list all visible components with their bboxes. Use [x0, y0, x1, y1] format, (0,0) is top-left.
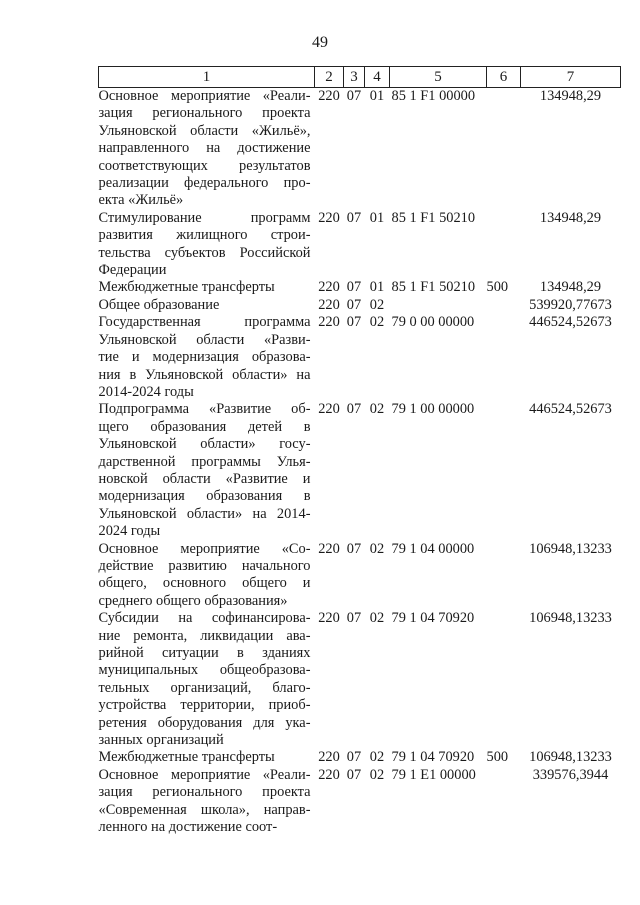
header-col-5: 5 — [390, 67, 487, 88]
row-name-line: Стимулирование программ — [98, 209, 311, 226]
table-row — [99, 610, 621, 749]
row-name-line: новской области «Развитие и — [98, 470, 311, 487]
table-header — [99, 67, 621, 88]
row-expense-type — [487, 210, 521, 280]
row-name-line: тельства субъектов Российской — [98, 244, 311, 261]
row-amount: 134948,29 — [539, 279, 602, 296]
row-target-article: 79 0 00 00000 — [391, 314, 475, 331]
row-subsection-code: 02 — [369, 540, 385, 557]
row-amount: 446524,52673 — [529, 401, 612, 418]
row-section-code: 07 — [346, 540, 362, 557]
row-section-code: 07 — [346, 314, 362, 331]
row-name-line: Федерации — [98, 262, 167, 279]
row-amount: 106948,13233 — [529, 610, 612, 627]
row-section-code: 07 — [346, 209, 362, 226]
row-expense-type — [487, 541, 521, 611]
row-name-line: Общее образование — [98, 296, 220, 313]
row-name-cell — [99, 297, 315, 314]
row-name-line: зация регионального проекта — [98, 105, 311, 122]
row-name-line: Ульяновской области «Разви- — [98, 331, 311, 348]
row-name-line: Ульяновской области» госу- — [98, 436, 311, 453]
row-expense-type — [487, 767, 521, 837]
row-name-line: Ульяновской области» на 2014- — [98, 505, 311, 522]
row-expense-type — [487, 314, 521, 401]
row-subsection-code: 01 — [369, 209, 385, 226]
row-section-code: 07 — [346, 279, 362, 296]
row-target-article: 79 1 00 00000 — [391, 401, 475, 418]
row-name-line: ние ремонта, ликвидации ава- — [98, 627, 311, 644]
row-target-article: 85 1 F1 00000 — [391, 88, 476, 104]
row-target-article: 79 1 04 70920 — [391, 749, 475, 766]
row-amount: 539920,77673 — [529, 296, 612, 313]
row-name-line: тие и модернизация образова- — [98, 349, 311, 366]
row-amount: 134948,29 — [539, 209, 602, 226]
row-name-cell — [99, 314, 315, 401]
table-row — [99, 279, 621, 296]
row-admin-code: 220 — [318, 610, 340, 627]
row-name-line: Основное мероприятие «Реали- — [98, 766, 311, 783]
row-name-line: дарственной программы Улья- — [98, 453, 311, 470]
row-name-line: Субсидии на софинансирова- — [98, 610, 311, 627]
budget-table-container — [98, 66, 620, 836]
row-name-cell — [99, 610, 315, 749]
row-name-line: ленного на достижение соот- — [98, 819, 278, 836]
row-section-code: 07 — [346, 88, 362, 104]
row-name-line: щего образования детей в — [98, 418, 311, 435]
row-name-line: Основное мероприятие «Со- — [98, 540, 311, 557]
row-name-line: муниципальных общеобразова- — [98, 662, 311, 679]
row-name-line: соответствующих результатов — [98, 157, 311, 174]
header-col-7: 7 — [521, 67, 621, 88]
row-amount: 446524,52673 — [529, 314, 612, 331]
table-row — [99, 541, 621, 611]
row-name-cell — [99, 279, 315, 296]
row-target-article — [390, 297, 487, 314]
row-name-cell — [99, 767, 315, 837]
header-col-4: 4 — [365, 67, 390, 88]
row-name-line: действие развитию начального — [98, 557, 311, 574]
row-section-code: 07 — [346, 401, 362, 418]
row-name-line: занных организаций — [98, 732, 224, 749]
row-subsection-code: 02 — [369, 314, 385, 331]
row-subsection-code: 02 — [369, 610, 385, 627]
row-expense-type — [487, 610, 521, 749]
row-name-line: Основное мероприятие «Реали- — [98, 88, 311, 104]
header-col-1: 1 — [99, 67, 315, 88]
row-name-line: ретения оборудования для ука- — [98, 714, 311, 731]
row-admin-code: 220 — [318, 88, 340, 104]
table-body — [99, 88, 621, 837]
header-row — [99, 67, 621, 88]
row-amount: 134948,29 — [539, 88, 602, 104]
row-section-code: 07 — [346, 766, 362, 783]
row-subsection-code: 02 — [369, 401, 385, 418]
header-col-2: 2 — [315, 67, 344, 88]
row-admin-code: 220 — [318, 296, 340, 313]
row-subsection-code: 02 — [369, 749, 385, 766]
row-name-cell — [99, 541, 315, 611]
row-admin-code: 220 — [318, 749, 340, 766]
row-name-cell — [99, 749, 315, 766]
row-expense-type — [487, 297, 521, 314]
row-target-article: 85 1 F1 50210 — [391, 209, 476, 226]
row-amount: 339576,3944 — [532, 766, 609, 783]
header-col-3: 3 — [344, 67, 365, 88]
row-name-line: среднего общего образования» — [98, 592, 288, 609]
row-admin-code: 220 — [318, 314, 340, 331]
row-name-line: направленного на достижение — [98, 140, 311, 157]
table-row — [99, 88, 621, 210]
row-subsection-code: 01 — [369, 279, 385, 296]
row-amount: 106948,13233 — [529, 749, 612, 766]
row-section-code: 07 — [346, 296, 362, 313]
header-col-6: 6 — [487, 67, 521, 88]
row-subsection-code: 02 — [369, 766, 385, 783]
row-amount: 106948,13233 — [529, 540, 612, 557]
row-name-line: 2024 годы — [98, 523, 161, 540]
row-name-line: екта «Жильё» — [98, 192, 184, 209]
row-name-line: Ульяновской области «Жильё», — [98, 122, 311, 139]
row-name-line: реализации федерального про- — [98, 175, 311, 192]
table-row — [99, 767, 621, 837]
row-subsection-code: 01 — [369, 88, 385, 104]
row-name-line: модернизация образования в — [98, 488, 311, 505]
row-name-line: Межбюджетные трансферты — [98, 279, 275, 296]
row-name-line: 2014-2024 годы — [98, 383, 194, 400]
row-expense-type — [487, 401, 521, 540]
row-expense-type: 500 — [486, 279, 509, 296]
table-row — [99, 297, 621, 314]
table-row — [99, 210, 621, 280]
table-row — [99, 401, 621, 540]
row-expense-type — [487, 88, 521, 210]
row-name-line: зация регионального проекта — [98, 784, 311, 801]
row-name-line: Межбюджетные трансферты — [98, 749, 275, 766]
row-name-line: «Современная школа», направ- — [98, 801, 311, 818]
row-subsection-code: 02 — [369, 296, 385, 313]
row-target-article: 79 1 E1 00000 — [391, 766, 476, 783]
row-admin-code: 220 — [318, 766, 340, 783]
row-section-code: 07 — [346, 749, 362, 766]
page-number: 49 — [312, 34, 328, 51]
row-expense-type: 500 — [486, 749, 509, 766]
row-name-line: устройства территории, приоб- — [98, 697, 311, 714]
row-target-article: 85 1 F1 50210 — [391, 279, 476, 296]
row-name-line: тельных организаций, благо- — [98, 679, 311, 696]
row-name-cell — [99, 401, 315, 540]
row-name-cell — [99, 88, 315, 210]
row-name-line: Государственная программа — [98, 314, 311, 331]
row-target-article: 79 1 04 00000 — [391, 540, 475, 557]
row-admin-code: 220 — [318, 401, 340, 418]
budget-table — [98, 66, 621, 836]
table-row — [99, 749, 621, 766]
row-name-line: общего, основного общего и — [98, 575, 311, 592]
row-target-article: 79 1 04 70920 — [391, 610, 475, 627]
row-name-line: рийной ситуации в зданиях — [98, 645, 311, 661]
row-name-cell — [99, 210, 315, 280]
table-row — [99, 314, 621, 401]
row-section-code: 07 — [346, 610, 362, 627]
row-name-line: развития жилищного строи- — [98, 227, 311, 244]
row-admin-code: 220 — [318, 279, 340, 296]
row-name-line: ния в Ульяновской области» на — [98, 366, 311, 383]
row-admin-code: 220 — [318, 209, 340, 226]
row-admin-code: 220 — [318, 540, 340, 557]
row-name-line: Подпрограмма «Развитие об- — [98, 401, 311, 418]
